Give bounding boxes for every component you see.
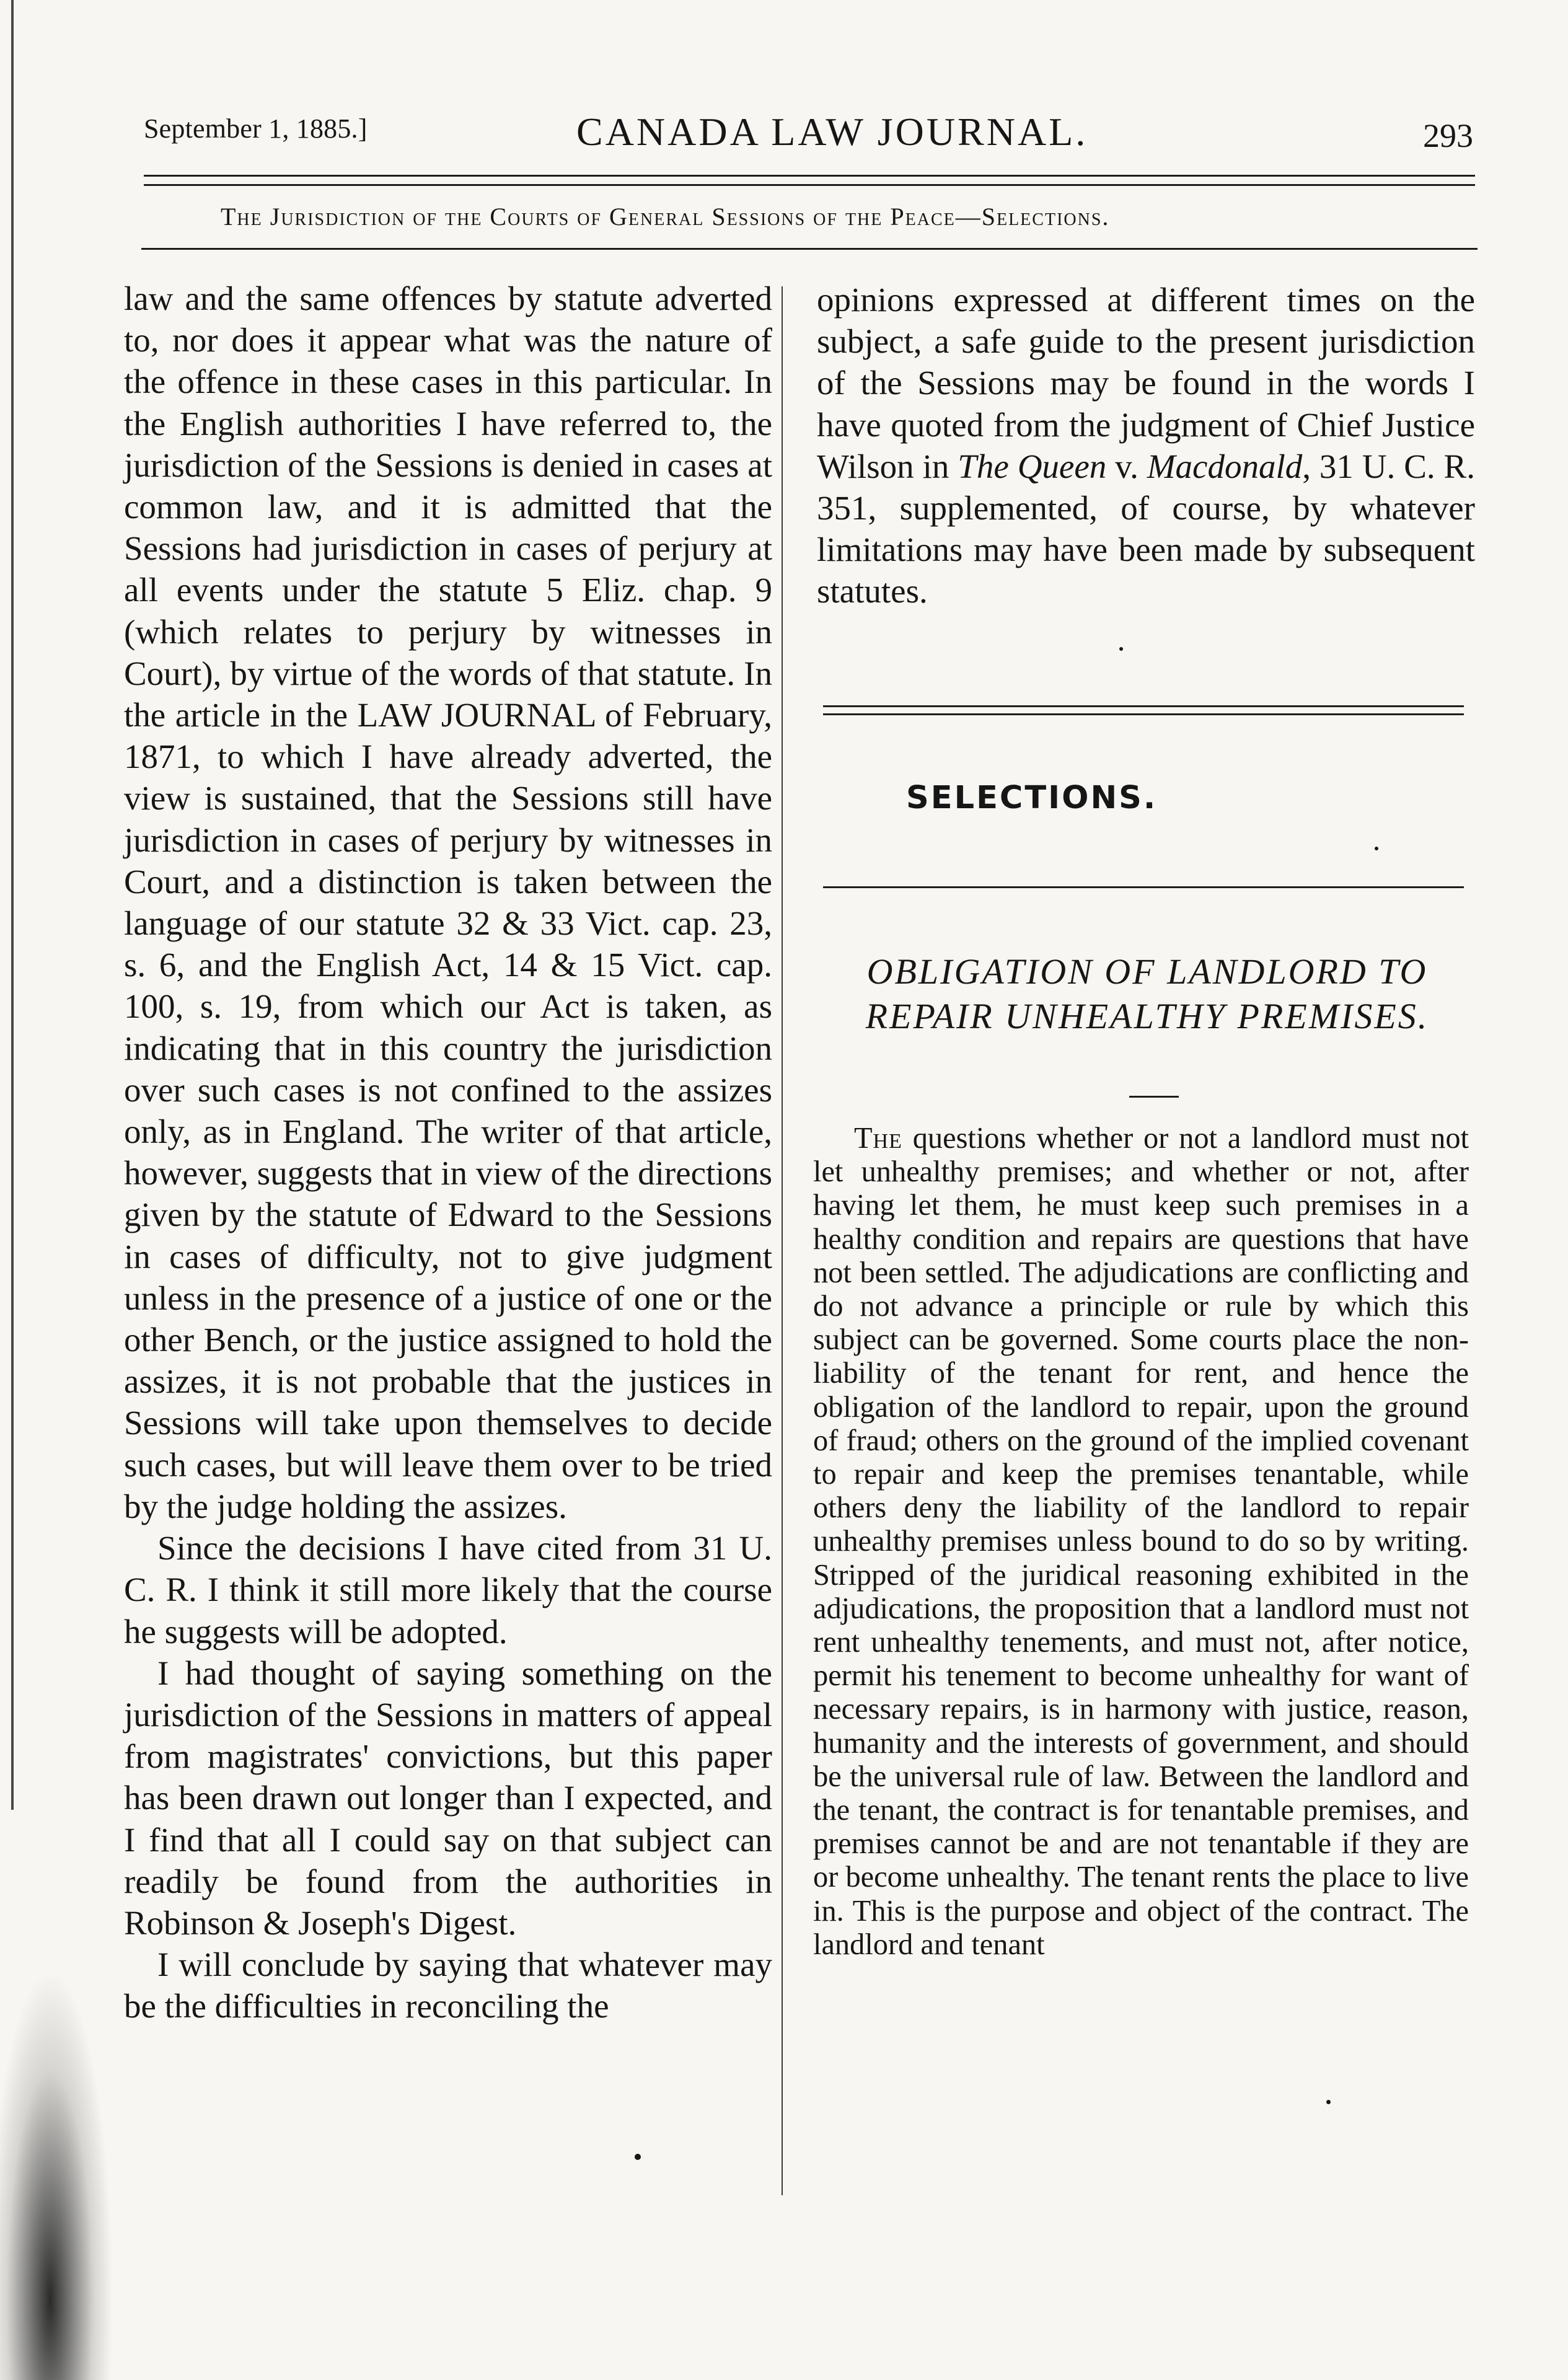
speck xyxy=(635,2154,641,2160)
section-double-rule xyxy=(823,705,1464,715)
selections-rule xyxy=(823,886,1464,888)
journal-title: CANADA LAW JOURNAL. xyxy=(576,110,1088,154)
left-paragraph-4: I will conclude by saying that whatever may be the difficulties in reconciling the xyxy=(124,1946,772,2025)
speck xyxy=(1119,647,1123,651)
speck xyxy=(1375,847,1378,850)
article-text: questions whether or not a landlord must not let unhealthy premises; and whether or not, after having let them, he must keep such premises in a healthy condition and repairs are questions that have not been settled. The adjudications are conflicting and do not advance a principle or rule by which this subject can be governed. Some courts place the non-liability of the tenant for rent, and hence the obligation of the landlord to repair, upon the ground of fraud; others on the ground of the implied covenant to repair and keep the premises tenantable, while others deny the liability of the landlord to repair unhealthy premises unless bound to do so by writing. Stripped of the juridical reasoning exhibited in the adjudications, the proposition that a landlord must not rent unhealthy tenements, and must not, after notice, permit his tenement to become unhealthy for want of necessary repairs, is in harmony with justice, reason, humanity and the interests of government, and should be the universal rule of law. Between the landlord and the tenant, the contract is for tenantable premises, and premises cannot be and are not tenantable if they are or become unhealthy. The tenant rents the place to live in. This is the purpose and object of the contract. The landlord and tenant xyxy=(813,1122,1469,1961)
page-edge-line xyxy=(11,0,14,1810)
continuation-paragraph xyxy=(817,279,1475,612)
article-title: OBLIGATION OF LANDLORD TO REPAIR UNHEALTHY PREMISES. xyxy=(865,951,1429,1036)
continuation-text-1: opinions expressed at different times on the subject, a safe guide to the present jurisdiction of the Sessions may be found in the words I have quoted from the judgment of Chief Justice Wilson in xyxy=(817,281,1475,485)
continuation-text-3: , 31 U. C. R. 351, supplemented, of course, by whatever limitations may have been made by subsequent statutes. xyxy=(817,447,1475,610)
continuation-text-2: v. xyxy=(1106,447,1147,485)
selections-heading: SELECTIONS. xyxy=(906,780,1158,816)
running-head: The Jurisdiction of the Courts of General Sessions of the Peace—Selections. xyxy=(221,203,1110,231)
article-paragraph xyxy=(813,1122,1469,1962)
article-lead-word: The xyxy=(854,1122,902,1155)
speck xyxy=(1326,2100,1331,2104)
left-paragraph-3: I had thought of saying something on the jurisdiction of the Sessions in matters of appeal from magistrates' convictions, but this paper has been drawn out longer than I expected, and I find that all I could say on that subject can readily be found from the authorities in Robinson & Joseph's Digest. xyxy=(124,1654,772,1942)
right-column-continuation xyxy=(817,279,1475,612)
case-name-macdonald: Macdonald xyxy=(1147,447,1303,485)
header-double-rule xyxy=(144,175,1475,186)
left-column xyxy=(124,278,772,2027)
column-divider xyxy=(782,286,783,2195)
header-date: September 1, 1885.] xyxy=(144,113,368,144)
title-short-rule xyxy=(1129,1096,1179,1098)
left-paragraph-1: law and the same offences by statute adverted to, nor does it appear what was the nature of the offence in these cases in this particular. In the English authorities I have referred to, the jurisdiction of the Sessions is denied in cases at common law, and it is admitted that the Sessions had jurisdiction in cases of perjury at all events under the statute 5 Eliz. chap. 9 (which relates to perjury by witnesses in Court), by virtue of the words of that statute. In the article in the LAW JOURNAL of February, 1871, to which I have already adverted, the view is sustained, that the Sessions still have jurisdiction in cases of perjury by witnesses in Court, and a distinction is taken between the language of our statute 32 & 33 Vict. cap. 23, s. 6, and the English Act, 14 & 15 Vict. cap. 100, s. 19, from which our Act is taken, as indicating that in this country the jurisdiction over such cases is not confined to the assizes only, as in England. The writer of that article, however, suggests that in view of the directions given by the statute of Edward to the Sessions in cases of difficulty, not to give judgment unless in the presence of a justice of one or the other Bench, or the justice assigned to hold the assizes, it is not probable that the justices in Sessions will take upon themselves to decide such cases, but will leave them over to be tried by the judge holding the assizes. xyxy=(124,280,772,1525)
running-head-rule xyxy=(141,248,1478,250)
page-number: 293 xyxy=(1423,117,1473,154)
article-body xyxy=(813,1122,1469,1962)
left-paragraph-2: Since the decisions I have cited from 31 U. C. R. I think it still more likely that the course he suggests will be adopted. xyxy=(124,1529,772,1651)
scan-artifact-shadow xyxy=(0,1977,112,2380)
case-name-queen: The Queen xyxy=(958,447,1107,485)
